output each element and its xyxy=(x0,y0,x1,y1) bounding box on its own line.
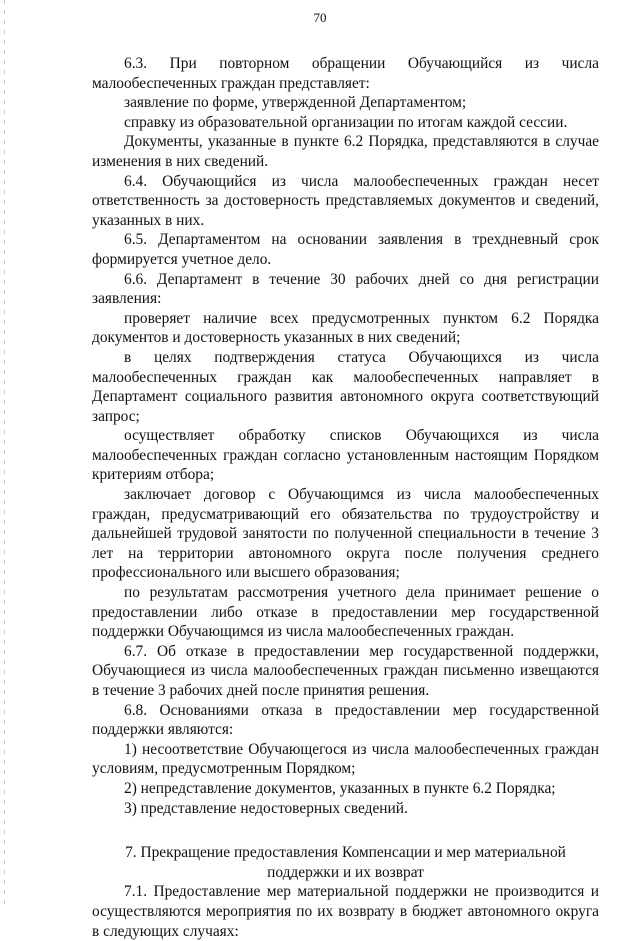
paragraph-6-5: 6.5. Департаментом на основании заявления в трехдневный срок формируется учетное дело. xyxy=(92,231,599,268)
paragraph-6-6: 6.6. Департамент в течение 30 рабочих дней со дня регистрации заявления: xyxy=(92,270,599,308)
document-body xyxy=(92,54,599,941)
paragraph-item: по результатам рассмотрения учетного дела принимает решение о предоставлении либо отказе в предоставлении мер государственной поддержки Обучающимся из числа малообеспеченных граждан. xyxy=(92,584,599,641)
list-item: 1) несоответствие Обучающегося из числа малообеспеченных граждан условиям, предусмотренным Порядком; xyxy=(92,740,599,778)
section-heading-line: поддержки и их возврат xyxy=(267,863,424,881)
page-number: 70 xyxy=(313,10,327,25)
section-heading xyxy=(92,843,599,882)
paragraph-item: заявление по форме, утвержденной Департаментом; xyxy=(124,94,467,112)
list-item: 3) представление недостоверных сведений. xyxy=(124,799,408,817)
scan-edge-mark xyxy=(4,0,5,905)
paragraph-item: в целях подтверждения статуса Обучающихся из числа малообеспеченных граждан как малообеспеченных направляет в Департамент социального развития автономного округа соответствующий запрос; xyxy=(92,348,599,425)
section-heading-line: 7. Прекращение предоставления Компенсации и мер материальной xyxy=(125,844,566,862)
list-item: 2) непредставление документов, указанных в пункте 6.2 Порядка; xyxy=(124,779,556,797)
paragraph-item: осуществляет обработку списков Обучающихся из числа малообеспеченных граждан согласно установленным настоящим Порядком критериям отбора; xyxy=(92,427,599,484)
paragraph-6-8: 6.8. Основаниями отказа в предоставлении мер государственной поддержки являются: xyxy=(92,701,599,739)
paragraph-item: заключает договор с Обучающимся из числа малообеспеченных граждан, предусматривающий его обязательства по трудоустройству и дальнейшей трудовой занятости по полученной специальности в течение 3 лет на территории автономного округа после получения среднего профессионального или высшего образования; xyxy=(92,486,599,582)
paragraph-item: проверяет наличие всех предусмотренных пунктом 6.2 Порядка документов и достоверность указанных в них сведений; xyxy=(92,309,599,347)
paragraph-7-1: 7.1. Предоставление мер материальной поддержки не производится и осуществляются мероприятия по их возврату в бюджет автономного округа в следующих случаях: xyxy=(92,883,599,940)
paragraph: Документы, указанные в пункте 6.2 Порядка, представляются в случае изменения в них сведений. xyxy=(92,133,599,170)
paragraph-item: справку из образовательной организации по итогам каждой сессии. xyxy=(124,113,568,131)
paragraph-6-4: 6.4. Обучающийся из числа малообеспеченных граждан несет ответственность за достоверность представляемых документов и сведений, указанных в них. xyxy=(92,172,599,229)
paragraph-6-3: 6.3. При повторном обращении Обучающийся из числа малообеспеченных граждан представляет: xyxy=(92,55,599,92)
paragraph-6-7: 6.7. Об отказе в предоставлении мер государственной поддержки, Обучающиеся из числа малообеспеченных граждан письменно извещаются в течение 3 рабочих дней после принятия решения. xyxy=(92,642,599,699)
